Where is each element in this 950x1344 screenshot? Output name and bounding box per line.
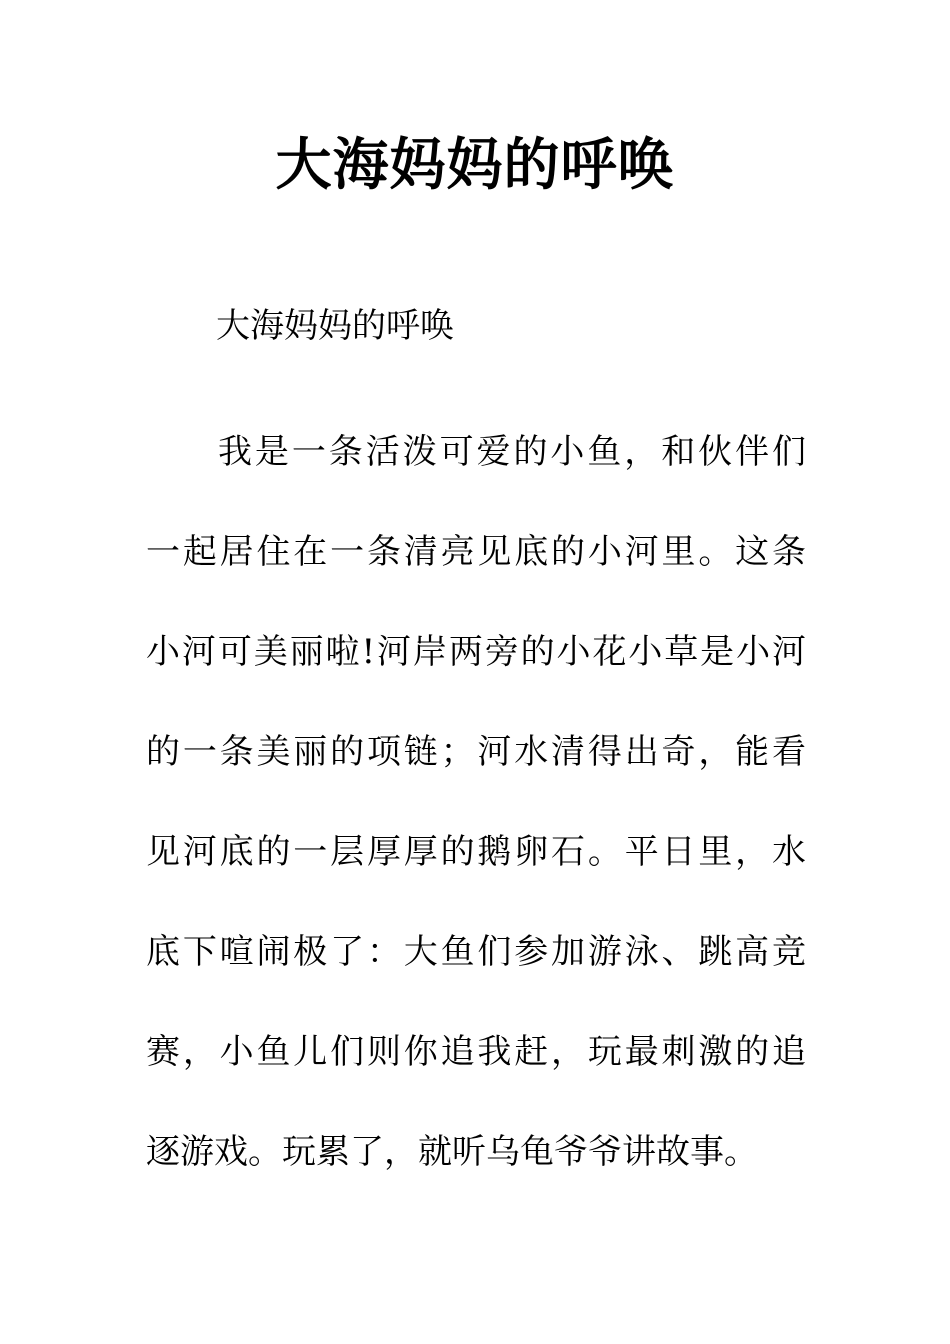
paragraph-line: 见河底的一层厚厚的鹅卵石。平日里，水 (146, 832, 806, 872)
paragraph-line: 小河可美丽啦!河岸两旁的小花小草是小河 (146, 632, 806, 672)
document-title: 大海妈妈的呼唤 (275, 133, 675, 198)
paragraph-line: 逐游戏。玩累了，就听乌龟爷爷讲故事。 (146, 1132, 758, 1172)
paragraph-line: 我是一条活泼可爱的小鱼，和伙伴们 (218, 432, 806, 472)
document-subtitle: 大海妈妈的呼唤 (216, 306, 454, 346)
paragraph-line: 一起居住在一条清亮见底的小河里。这条 (146, 532, 806, 572)
paragraph-line: 的一条美丽的项链；河水清得出奇，能看 (146, 732, 806, 772)
body-paragraph (146, 402, 806, 1202)
paragraph-line: 赛，小鱼儿们则你追我赶，玩最刺激的追 (146, 1032, 806, 1072)
paragraph-line: 底下喧闹极了：大鱼们参加游泳、跳高竞 (146, 932, 806, 972)
